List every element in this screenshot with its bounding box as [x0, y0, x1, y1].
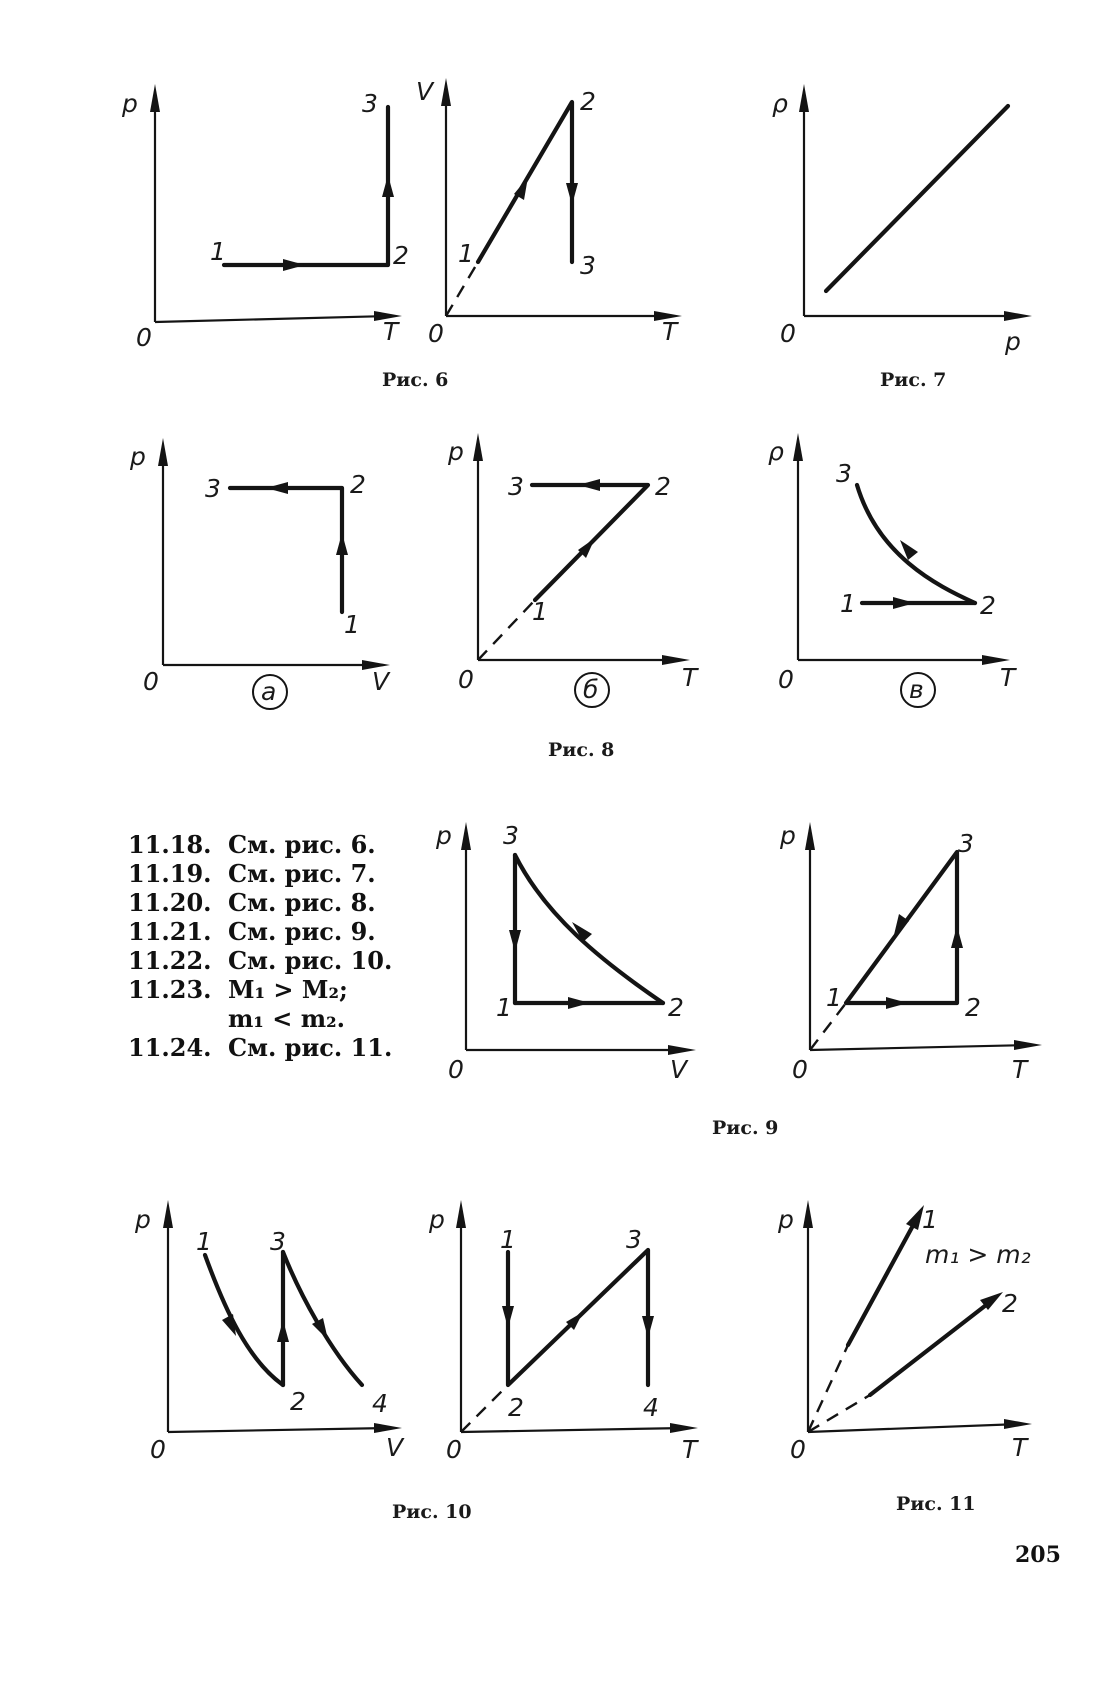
x-axis-label: T [682, 1435, 698, 1464]
fig6-caption: Рис. 6 [382, 369, 449, 391]
x-axis-arrow-icon [374, 1423, 402, 1433]
direction-arrow-icon [382, 175, 394, 197]
origin-label: 0 [458, 665, 474, 694]
y-axis-label: ρ [768, 437, 784, 466]
process-curve [224, 107, 388, 265]
direction-arrow-icon [893, 597, 915, 609]
y-axis-arrow-icon [163, 1200, 173, 1228]
origin-label: 0 [448, 1055, 464, 1084]
fig9-left-plot [435, 821, 696, 1084]
extrapolation-dashed-line-2 [808, 1395, 870, 1432]
direction-arrow-icon [283, 259, 305, 271]
point-label-1: 1 [344, 610, 360, 639]
y-axis-arrow-icon [473, 433, 483, 461]
answer-text: См. рис. 10. [228, 946, 393, 975]
point-label-1: 1 [210, 237, 226, 266]
y-axis-label: p [122, 89, 138, 118]
extrapolation-dashed-line [461, 1385, 508, 1432]
answer-text: См. рис. 8. [228, 888, 376, 917]
origin-label: 0 [136, 323, 152, 352]
fig10-left-plot [134, 1200, 405, 1464]
x-axis-label: T [662, 317, 678, 346]
point-label-2: 2 [580, 87, 596, 116]
direction-arrow-icon [568, 997, 590, 1009]
direction-arrow-icon [566, 183, 578, 205]
extrapolation-dashed-line [478, 600, 535, 660]
panel-tag-label: в [909, 675, 924, 704]
point-label-3: 3 [958, 829, 974, 858]
point-label-2: 2 [668, 993, 684, 1022]
process-curve [230, 488, 342, 612]
x-axis [808, 1424, 1020, 1432]
point-label-4: 4 [643, 1393, 659, 1422]
answer-text: См. рис. 9. [228, 917, 376, 946]
answer-number: 11.22. [128, 946, 212, 975]
answer-number: 11.24. [128, 1033, 212, 1062]
x-axis-arrow-icon [1014, 1040, 1042, 1050]
direction-arrow-icon [509, 930, 521, 952]
y-axis-arrow-icon [803, 1200, 813, 1228]
point-label-3: 3 [626, 1225, 642, 1254]
fig11-plot [777, 1200, 1032, 1464]
extrapolation-dashed-line [446, 262, 478, 316]
point-label-3: 3 [205, 474, 221, 503]
answer-row [128, 859, 392, 888]
fig10-right-plot [428, 1200, 699, 1464]
fig9-caption: Рис. 9 [712, 1117, 779, 1139]
answer-row [128, 917, 392, 946]
direction-arrow-icon [642, 1316, 654, 1338]
answer-row [128, 946, 392, 975]
fig11-caption: Рис. 11 [896, 1493, 976, 1515]
origin-label: 0 [778, 665, 794, 694]
direction-arrow-icon [951, 926, 963, 948]
isochore-line-1 [848, 1220, 916, 1345]
fig7-caption: Рис. 7 [880, 369, 947, 391]
direction-arrow-icon [277, 1320, 289, 1342]
panel-tag-label: б [583, 675, 599, 704]
y-axis-label: p [448, 437, 464, 466]
origin-label: 0 [780, 319, 796, 348]
answer-row [128, 830, 392, 859]
answer-number: 11.23. [128, 975, 212, 1004]
direction-arrow-icon [222, 1314, 236, 1336]
answer-number: 11.21. [128, 917, 212, 946]
point-label-4: 4 [372, 1389, 388, 1418]
point-label-3: 3 [508, 472, 524, 501]
point-label-2: 2 [290, 1387, 306, 1416]
answer-text: См. рис. 6. [228, 830, 376, 859]
answer-row [128, 1004, 392, 1033]
fig7-plot [772, 84, 1032, 356]
fig8b-plot [447, 433, 699, 707]
process-curve [515, 855, 663, 1003]
answer-row [128, 1033, 392, 1062]
y-axis-label: p [780, 821, 796, 850]
point-label-1: 1 [500, 1225, 516, 1254]
origin-label: 0 [428, 319, 444, 348]
x-axis-label: p [1005, 327, 1021, 356]
y-axis-label: p [436, 821, 452, 850]
answer-number: 11.20. [128, 888, 212, 917]
fig8-caption: Рис. 8 [548, 739, 615, 761]
answer-text: m₁ < m₂. [228, 1004, 345, 1033]
y-axis-label: V [416, 77, 434, 106]
point-label-3: 3 [580, 251, 596, 280]
answer-text: M₁ > M₂; [228, 975, 348, 1004]
x-axis [810, 1045, 1030, 1050]
origin-label: 0 [792, 1055, 808, 1084]
x-axis-label: T [1000, 663, 1016, 692]
point-label-3: 3 [270, 1227, 286, 1256]
process-curve [826, 106, 1008, 291]
process-curve [857, 485, 975, 603]
point-label-1: 1 [532, 597, 548, 626]
y-axis-arrow-icon [799, 84, 809, 112]
y-axis-label: ρ [772, 89, 788, 118]
y-axis-arrow-icon [461, 822, 471, 850]
x-axis-arrow-icon [668, 1045, 696, 1055]
y-axis-arrow-icon [805, 822, 815, 850]
fig9-right-plot [779, 821, 1042, 1084]
answer-text: См. рис. 11. [228, 1033, 393, 1062]
point-label-3: 3 [836, 459, 852, 488]
point-label-3: 3 [362, 89, 378, 118]
x-axis-label: V [372, 667, 390, 696]
answers-list [128, 830, 392, 1062]
mass-relation-note: m₁ > m₂ [925, 1240, 1031, 1269]
origin-label: 0 [446, 1435, 462, 1464]
direction-arrow-icon [336, 533, 348, 555]
origin-label: 0 [143, 667, 159, 696]
isochore-line-2 [870, 1302, 990, 1395]
answer-number: 11.19. [128, 859, 212, 888]
answer-row [128, 888, 392, 917]
direction-arrow-icon [578, 479, 600, 491]
fig8c-plot [768, 433, 1017, 707]
point-label-2: 2 [350, 470, 366, 499]
point-label-2: 2 [393, 241, 409, 270]
point-label-3: 3 [503, 821, 519, 850]
x-axis-label: T [682, 663, 698, 692]
x-axis-label: V [386, 1433, 404, 1462]
point-label-2: 2 [1002, 1289, 1018, 1318]
process-curve [205, 1255, 283, 1385]
direction-arrow-icon [886, 997, 908, 1009]
y-axis-label: p [130, 442, 146, 471]
x-axis-label: T [1012, 1433, 1028, 1462]
y-axis-label: p [135, 1205, 151, 1234]
x-axis [168, 1428, 390, 1432]
y-axis-label: p [429, 1205, 445, 1234]
point-label-2: 2 [980, 591, 996, 620]
point-label-1: 1 [922, 1205, 938, 1234]
point-label-2: 2 [508, 1393, 524, 1422]
answer-text: См. рис. 7. [228, 859, 376, 888]
answer-number: 11.18. [128, 830, 212, 859]
answer-row [128, 975, 392, 1004]
fig6-right-plot [416, 77, 682, 348]
y-axis-arrow-icon [456, 1200, 466, 1228]
x-axis-label: T [1012, 1055, 1028, 1084]
x-axis-label: T [383, 317, 399, 346]
origin-label: 0 [790, 1435, 806, 1464]
fig8a-plot [129, 438, 391, 709]
y-axis-arrow-icon [158, 438, 168, 466]
x-axis [461, 1428, 686, 1432]
fig10-caption: Рис. 10 [392, 1501, 472, 1523]
y-axis-arrow-icon [441, 78, 451, 106]
page-number: 205 [1015, 1542, 1061, 1568]
x-axis [155, 316, 390, 322]
point-label-2: 2 [965, 993, 981, 1022]
y-axis-arrow-icon [793, 433, 803, 461]
point-label-1: 1 [840, 589, 856, 618]
point-label-1: 1 [458, 239, 474, 268]
point-label-1: 1 [826, 983, 842, 1012]
direction-arrow-icon [266, 482, 288, 494]
point-label-1: 1 [496, 993, 512, 1022]
fig6-left-plot [121, 84, 409, 352]
x-axis-arrow-icon [1004, 311, 1032, 321]
y-axis-arrow-icon [150, 84, 160, 112]
direction-arrow-icon [502, 1306, 514, 1328]
point-label-2: 2 [655, 472, 671, 501]
x-axis-arrow-icon [670, 1423, 698, 1433]
x-axis-label: V [670, 1055, 688, 1084]
origin-label: 0 [150, 1435, 166, 1464]
y-axis-label: p [778, 1205, 794, 1234]
panel-tag-label: а [261, 677, 277, 706]
x-axis-arrow-icon [1004, 1419, 1032, 1429]
point-label-1: 1 [196, 1227, 212, 1256]
